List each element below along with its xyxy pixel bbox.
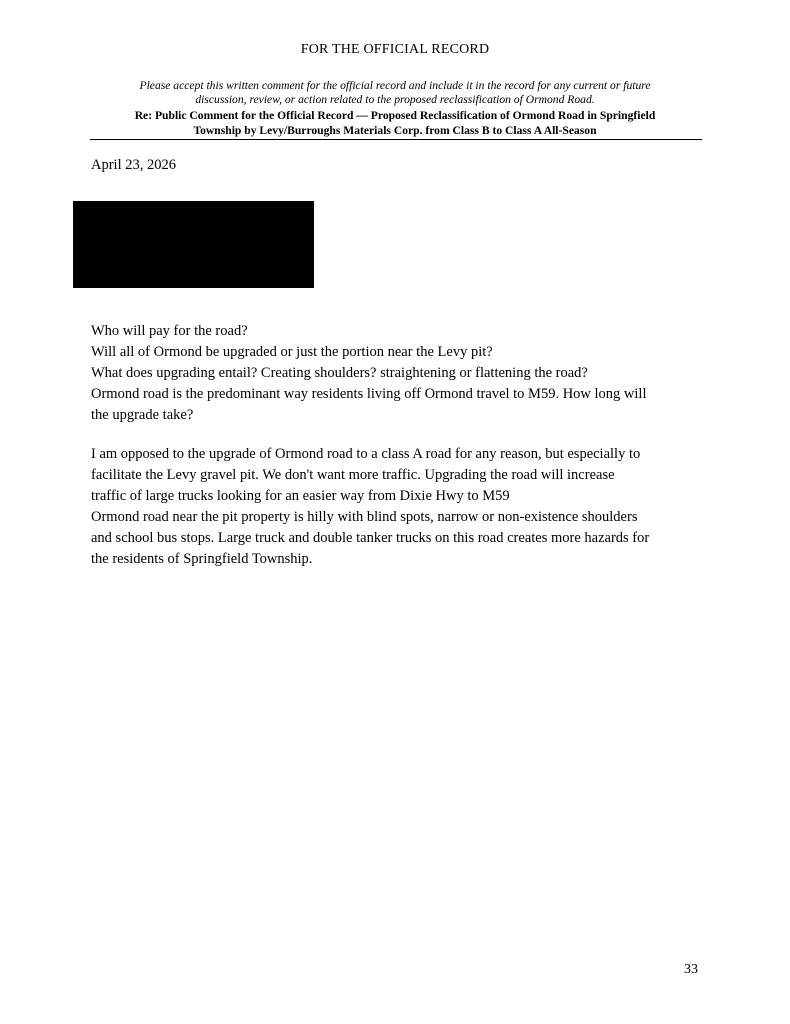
redacted-block <box>73 201 314 288</box>
body-line: the upgrade take? <box>91 407 194 423</box>
body-line: What does upgrading entail? Creating shoulders? straightening or flattening the road? <box>91 365 588 381</box>
body-line: Ormond road is the predominant way residents living off Ormond travel to M59. How long will <box>91 386 647 402</box>
subject-line-text: Re: Public Comment for the Official Record — Proposed Reclassification of Ormond Road in Springfield <box>134 109 656 122</box>
body-line: Ormond road near the pit property is hilly with blind spots, narrow or non-existence shoulders <box>91 509 638 525</box>
letter-date: April 23, 2026 <box>91 157 176 173</box>
body-line: the residents of Springfield Township. <box>91 551 313 567</box>
body-line: Who will pay for the road? <box>91 323 248 339</box>
subject-line-text: Township by Levy/Burroughs Materials Corp. from Class B to Class A All-Season <box>193 123 597 137</box>
body-line: Will all of Ormond be upgraded or just the portion near the Levy pit? <box>91 344 493 360</box>
questions-paragraph <box>91 321 703 426</box>
page-number: 33 <box>684 962 698 977</box>
opinion-paragraph <box>91 444 703 570</box>
body-line: traffic of large trucks looking for an easier way from Dixie Hwy to M59 <box>91 488 510 504</box>
subject-line <box>90 109 700 138</box>
body-line: I am opposed to the upgrade of Ormond road to a class A road for any reason, but especially to <box>91 446 641 462</box>
record-title: FOR THE OFFICIAL RECORD <box>300 42 490 57</box>
record-instruction-note <box>90 79 700 107</box>
header-divider <box>90 139 702 140</box>
instruction-note-line: Please accept this written comment for the official record and include it in the record for any current or future <box>139 79 651 92</box>
body-line: facilitate the Levy gravel pit. We don't want more traffic. Upgrading the road will increase <box>91 467 615 483</box>
body-line: and school bus stops. Large truck and double tanker trucks on this road creates more hazards for <box>91 530 650 546</box>
instruction-note-line: discussion, review, or action related to the proposed reclassification of Ormond Road. <box>195 93 595 106</box>
